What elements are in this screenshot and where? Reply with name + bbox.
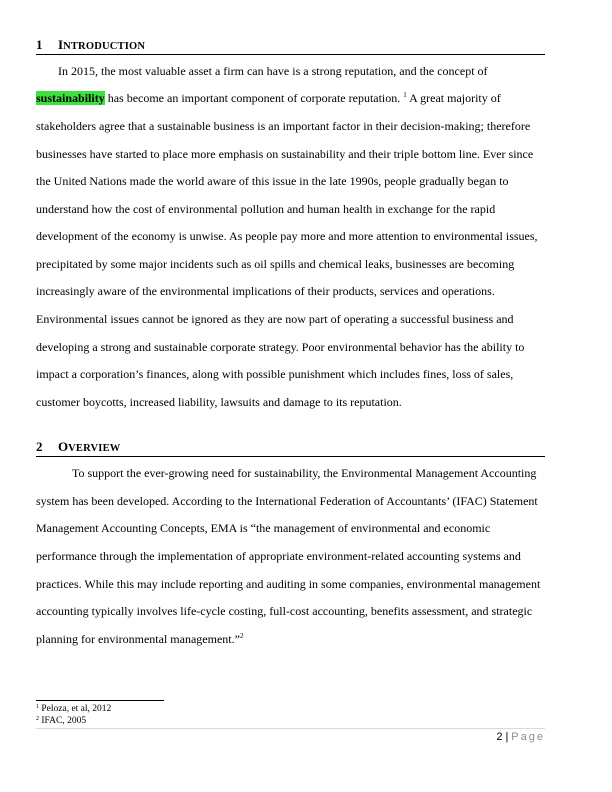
footnote-item	[36, 703, 111, 715]
paragraph-line	[36, 632, 243, 646]
paragraph-line: customer boycotts, increased liability, lawsuits and damage to its reputation.	[36, 395, 402, 409]
section-title-initial: I	[58, 37, 64, 52]
paragraph-line: development of the economy is unwise. As people pay more and more attention to environmental issues,	[36, 229, 538, 243]
section-title-initial: O	[58, 439, 69, 454]
section-heading-introduction	[36, 37, 545, 55]
page-number-footer	[496, 730, 545, 744]
footnote-marker: 2	[36, 716, 39, 722]
footer-divider	[36, 728, 545, 729]
paragraph-line: In 2015, the most valuable asset a firm can have is a strong reputation, and the concept of	[58, 64, 488, 78]
paragraph-text: has become an important component of corporate reputation.	[107, 91, 401, 105]
paragraph-text: planning for environmental management.”	[36, 632, 240, 646]
footnote-reference[interactable]: 1	[403, 91, 407, 99]
footnote-marker: 1	[36, 704, 39, 710]
page-separator: |	[505, 731, 509, 743]
footnote-text: Peloza, et al, 2012	[41, 704, 112, 714]
paragraph-line: precipitated by some major incidents such as oil spills and chemical leaks, businesses are becoming	[36, 257, 515, 271]
section-title-rest: VERVIEW	[68, 443, 121, 454]
page-label: Page	[511, 731, 545, 743]
paragraph-line: Management Accounting Concepts, EMA is “the management of environmental and economic	[36, 521, 491, 535]
paragraph-line: Environmental issues cannot be ignored as they are now part of operating a successful business and	[36, 312, 514, 326]
paragraph-line	[36, 91, 501, 105]
footnote-reference[interactable]: 2	[239, 632, 244, 640]
paragraph-line: businesses have started to place more emphasis on sustainability and their triple bottom line. Ever since	[36, 147, 534, 161]
paragraph-line: understand how the cost of environmental pollution and human health in exchange for the rapid	[36, 202, 496, 216]
paragraph-line: developing a strong and sustainable corporate strategy. Poor environmental behavior has the ability to	[36, 340, 525, 354]
page-number: 2	[496, 731, 503, 743]
highlighted-term: sustainability	[36, 91, 105, 105]
section-heading-overview	[36, 439, 545, 457]
section-number: 1	[36, 37, 43, 52]
footnote-separator	[36, 700, 164, 701]
paragraph-line: system has been developed. According to the International Federation of Accountants’ (IFAC) Statement	[36, 494, 538, 508]
paragraph-text: A great majority of	[409, 91, 501, 105]
footnote-text: IFAC, 2005	[41, 716, 87, 726]
paragraph-line: increasingly aware of the environmental implications of their products, services and operations.	[36, 284, 495, 298]
paragraph-line: performance through the implementation of appropriate environment-related accounting systems and	[36, 549, 521, 563]
footnote-item	[36, 715, 86, 727]
section-number: 2	[36, 439, 43, 454]
paragraph-line: the United Nations made the world aware of this issue in the late 1990s, people gradually began to	[36, 174, 509, 188]
paragraph-line: impact a corporation’s finances, along with possible punishment which includes fines, loss of sales,	[36, 367, 514, 381]
paragraph-line: To support the ever-growing need for sustainability, the Environmental Management Accounting	[72, 466, 537, 480]
paragraph-line: stakeholders agree that a sustainable business is an important factor in their decision-making; therefore	[36, 119, 531, 133]
section-title-rest: NTRODUCTION	[63, 41, 146, 52]
paragraph-line: accounting typically involves life-cycle costing, full-cost accounting, benefits assessment, and strategic	[36, 604, 533, 618]
paragraph-line: practices. While this may include reporting and auditing in some companies, environmental management	[36, 577, 541, 591]
